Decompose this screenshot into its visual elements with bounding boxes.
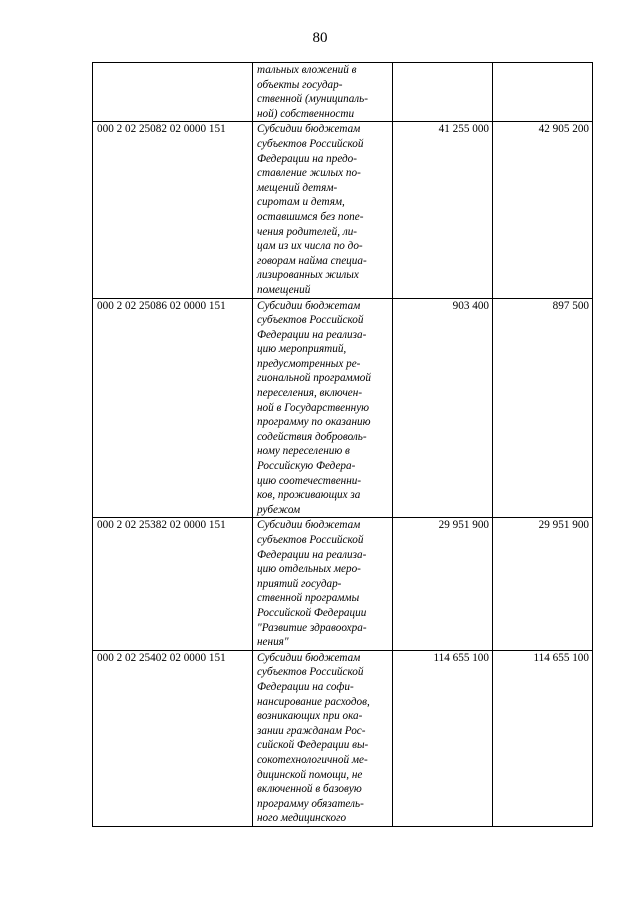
amount-cell-2: 29 951 900 xyxy=(493,518,593,650)
table-row xyxy=(93,518,593,650)
item-name-cell: Субсидии бюджетам субъектов Российской Федерации на предо- ставление жилых по- мещений детям- сиротам и детям, оставшимся без попе- чения родителей, ли- цам из их числа по до- говорам найма специа- лизированных жилых помещений xyxy=(253,122,393,298)
amount-cell-1: 114 655 100 xyxy=(393,650,493,826)
budget-table xyxy=(92,62,593,827)
budget-table-body xyxy=(93,63,593,827)
amount-cell-2 xyxy=(493,63,593,122)
table-row xyxy=(93,122,593,298)
table-row xyxy=(93,298,593,518)
budget-code-cell: 000 2 02 25382 02 0000 151 xyxy=(93,518,253,650)
amount-cell-2: 42 905 200 xyxy=(493,122,593,298)
item-name-cell: Субсидии бюджетам субъектов Российской Федерации на реализа- цию отдельных меро- приятий государ- ственной программы Российской Федерации "Развитие здравоохра- нения" xyxy=(253,518,393,650)
item-name-cell: Субсидии бюджетам субъектов Российской Федерации на софи- нансирование расходов, возникающих при ока- зании гражданам Рос- сийской Федерации вы- сокотехнологичной ме- дицинской помощи, не включенной в базовую программу обязатель- ного медицинского xyxy=(253,650,393,826)
item-name-cell: тальных вложений в объекты государ- ственной (муниципаль- ной) собственности xyxy=(253,63,393,122)
budget-code-cell xyxy=(93,63,253,122)
amount-cell-2: 897 500 xyxy=(493,298,593,518)
amount-cell-2: 114 655 100 xyxy=(493,650,593,826)
amount-cell-1: 903 400 xyxy=(393,298,493,518)
page-number: 80 xyxy=(312,30,328,46)
amount-cell-1: 41 255 000 xyxy=(393,122,493,298)
table-row xyxy=(93,63,593,122)
budget-code-cell: 000 2 02 25082 02 0000 151 xyxy=(93,122,253,298)
amount-cell-1 xyxy=(393,63,493,122)
budget-code-cell: 000 2 02 25402 02 0000 151 xyxy=(93,650,253,826)
item-name-cell: Субсидии бюджетам субъектов Российской Федерации на реализа- цию мероприятий, предусмотренных ре- гиональной программой переселения, включен- ной в Государственную программу по оказанию содействия доброволь- ному переселению в Российскую Федера- цию соотечественни- ков, проживающих за рубежом xyxy=(253,298,393,518)
table-row xyxy=(93,650,593,826)
amount-cell-1: 29 951 900 xyxy=(393,518,493,650)
budget-code-cell: 000 2 02 25086 02 0000 151 xyxy=(93,298,253,518)
